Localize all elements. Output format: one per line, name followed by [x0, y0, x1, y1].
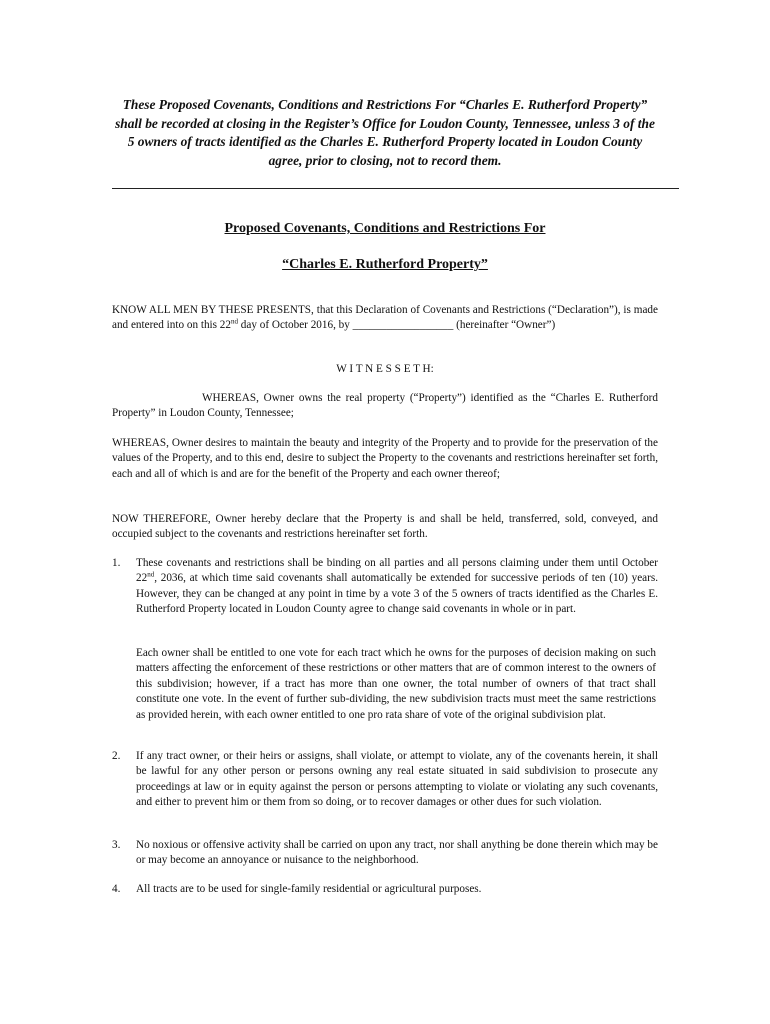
list-item-number: 1. [112, 557, 121, 569]
whereas-paragraph-1: WHEREAS, Owner owns the real property (“Property”) identified as the “Charles E. Rutherford Property” in Loudon County, Tennessee; [112, 392, 658, 420]
list-item [112, 882, 658, 897]
list-item-text: If any tract owner, or their heirs or assigns, shall violate, or attempt to violate, any of the covenants herein, it shall be lawful for any other person or persons owning any real estate situated in said subdivision to prosecute any proceedings at law or in equity against the person or persons attempting to violate or violating any such covenants, and either to prevent him or them from so doing, or to recover damages or other dues for such violation. [136, 750, 658, 809]
list-item-text: No noxious or offensive activity shall be carried on upon any tract, nor shall anything be done therein which may be or may become an annoyance or nuisance to the neighborhood. [136, 839, 658, 867]
list-item-text: All tracts are to be used for single-family residential or agricultural purposes. [136, 883, 482, 895]
list-item [112, 556, 658, 618]
list-item-number: 2. [112, 750, 121, 762]
list-item-number: 3. [112, 839, 121, 851]
list-item-number: 4. [112, 883, 121, 895]
now-therefore-paragraph: NOW THEREFORE, Owner hereby declare that the Property is and shall be held, transferred, sold, conveyed, and occupied subject to the covenants and restrictions hereinafter set forth. [112, 513, 658, 541]
voting-paragraph: Each owner shall be entitled to one vote for each tract which he owns for the purposes of decision making on such matters affecting the enforcement of these restrictions or other matters that are of common interest to the owners of this subdivision; however, if a tract has more than one owner, the total number of owners of that tract shall constitute one vote. In the event of further sub-dividing, the new subdivision tracts must meet the same restrictions as provided herein, with each owner entitled to one pro rata share of vote of the original subdivision plat. [136, 647, 656, 721]
horizontal-rule [112, 188, 679, 189]
whereas-paragraph-2: WHEREAS, Owner desires to maintain the beauty and integrity of the Property and to provide for the preservation of the values of the Property, and to this end, desire to subject the Property to the covenants and restrictions hereinafter set forth, each and all of which is and are for the benefit of the Property and each owner thereof; [112, 437, 658, 480]
list-item [112, 749, 658, 811]
know-all-paragraph: KNOW ALL MEN BY THESE PRESENTS, that this Declaration of Covenants and Restrictions (“Declaration”), is made and entered into on this 22nd day of October 2016, by __________________ (hereinafter “Owner”) [112, 304, 658, 332]
list-item [112, 838, 658, 869]
property-title: “Charles E. Rutherford Property” [282, 257, 488, 272]
document-title: Proposed Covenants, Conditions and Restrictions For [224, 221, 546, 236]
recording-notice: These Proposed Covenants, Conditions and Restrictions For “Charles E. Rutherford Property” shall be recorded at closing in the Register’s Office for Loudon County, Tennessee, unless 3 of the 5 owners of tracts identified as the Charles E. Rutherford Property located in Loudon County agree, prior to closing, not to record them. [115, 97, 655, 168]
list-item-text: These covenants and restrictions shall be binding on all parties and all persons claiming under them until October 22nd, 2036, at which time said covenants shall automatically be extended for successive periods of ten (10) years. However, they can be changed at any point in time by a vote 3 of the 5 owners of tracts identified as the Charles E. Rutherford Property located in Loudon County agree to change said covenants in whole or in part. [136, 557, 658, 616]
witnesseth-heading: W I T N E S S E T H: [336, 363, 434, 375]
